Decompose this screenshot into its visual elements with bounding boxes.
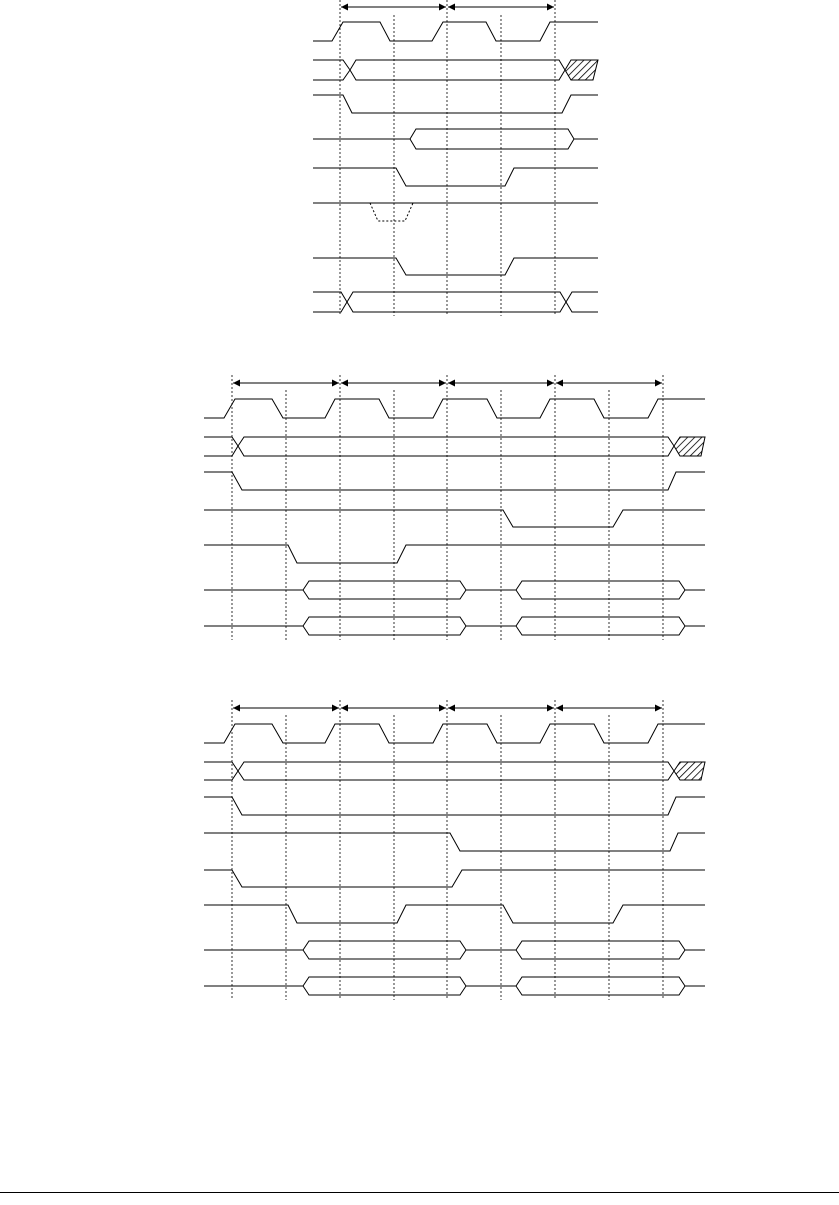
- strobe-waveform: [204, 472, 705, 490]
- timing-diagram-2: [204, 375, 705, 640]
- hatched-invalid-region: [674, 437, 705, 456]
- cycle-guide-lines: [232, 375, 663, 640]
- timing-diagram-3: [204, 700, 705, 1000]
- hatched-invalid-region: [565, 60, 598, 80]
- strobe-waveform: [204, 870, 705, 887]
- bus-waveform: [204, 581, 705, 599]
- bus-waveform: [204, 762, 705, 780]
- page-footer-rule: [0, 1192, 839, 1193]
- cycle-guide-lines: [232, 700, 663, 1000]
- clock-waveform: [204, 724, 705, 743]
- strobe-waveform: [204, 905, 705, 923]
- bus-waveform: [204, 941, 705, 959]
- optional-pulse: [370, 203, 413, 221]
- bus-waveform: [204, 977, 705, 995]
- hatched-invalid-region: [674, 762, 705, 780]
- bus-waveform: [204, 437, 705, 456]
- cycle-guide-lines: [340, 0, 555, 316]
- bus-waveform: [204, 617, 705, 635]
- strobe-waveform: [204, 833, 705, 851]
- clock-waveform: [204, 399, 705, 418]
- strobe-waveform: [204, 545, 705, 563]
- timing-diagram-1: [313, 0, 598, 316]
- strobe-waveform: [204, 797, 705, 815]
- strobe-waveform: [204, 510, 705, 527]
